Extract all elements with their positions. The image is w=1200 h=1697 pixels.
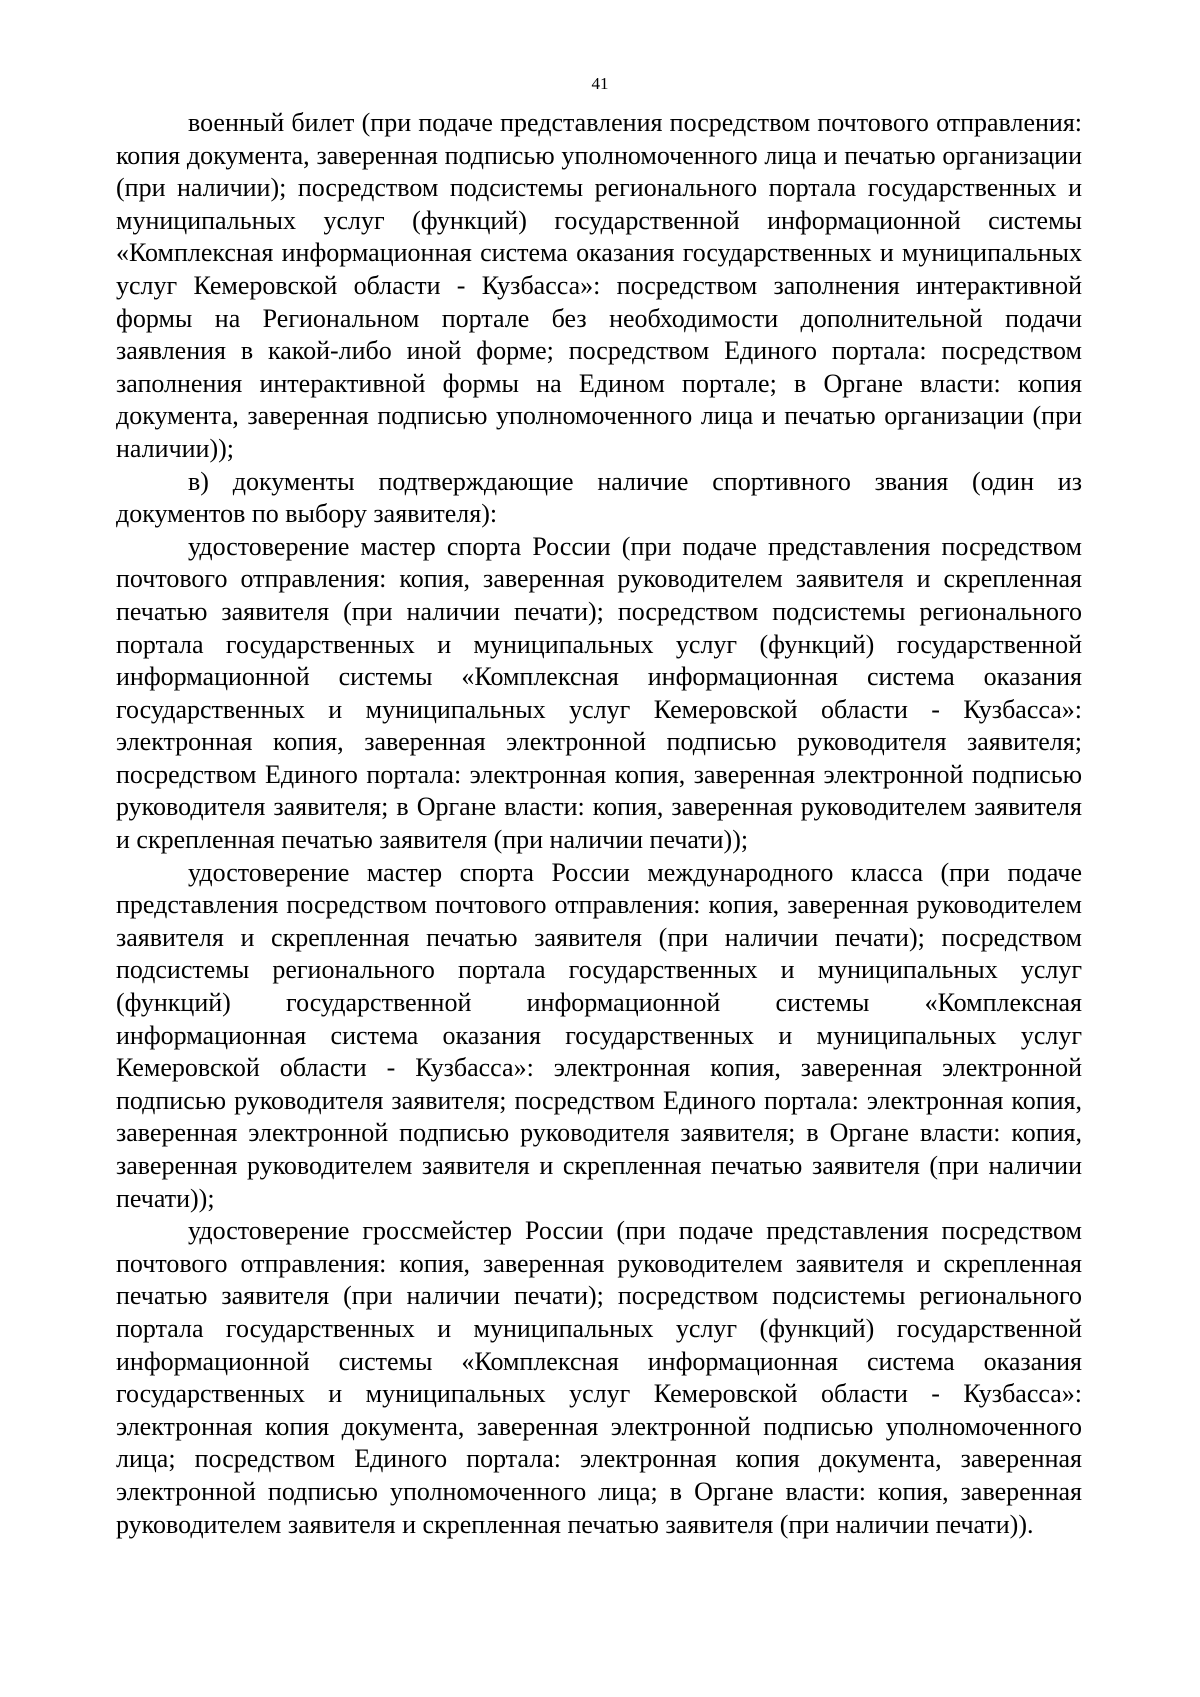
paragraph-grandmaster: удостоверение гроссмейстер России (при подаче представления посредством почтового отправления: копия, заверенная руководителем заявителя и скрепленная печатью заявителя (при наличии печати); посредством подсистемы регионального портала государственных и муниципальных услуг (функций) государственной информационной системы «Комплексная информационная система оказания государственных и муниципальных услуг Кемеровской области - Кузбасса»: электронная копия документа, заверенная электронной подписью уполномоченного лица; посредством Единого портала: электронная копия документа, заверенная электронной подписью уполномоченного лица; в Органе власти: копия, заверенная руководителем заявителя и скрепленная печатью заявителя (при наличии печати)). [116,1216,1082,1539]
paragraph-military-id: военный билет (при подаче представления посредством почтового отправления: копия документа, заверенная подписью уполномоченного лица и печатью организации (при наличии); посредством подсистемы регионального портала государственных и муниципальных услуг (функций) государственной информационной системы «Комплексная информационная система оказания государственных и муниципальных услуг Кемеровской области - Кузбасса»: посредством заполнения интерактивной формы на Региональном портале без необходимости дополнительной подачи заявления в какой-либо иной форме; посредством Единого портала: посредством заполнения интерактивной формы на Едином портале; в Органе власти: копия документа, заверенная подписью уполномоченного лица и печатью организации (при наличии)); [116,108,1082,463]
paragraph-master-of-sports: удостоверение мастер спорта России (при подаче представления посредством почтового отправления: копия, заверенная руководителем заявителя и скрепленная печатью заявителя (при наличии печати); посредством подсистемы регионального портала государственных и муниципальных услуг (функций) государственной информационной системы «Комплексная информационная система оказания государственных и муниципальных услуг Кемеровской области - Кузбасса»: электронная копия, заверенная электронной подписью руководителя заявителя; посредством Единого портала: электронная копия, заверенная электронной подписью руководителя заявителя; в Органе власти: копия, заверенная руководителем заявителя и скрепленная печатью заявителя (при наличии печати)); [116,531,1082,855]
paragraph-master-of-sports-international: удостоверение мастер спорта России международного класса (при подаче представления посредством почтового отправления: копия, заверенная руководителем заявителя и скрепленная печатью заявителя (при наличии печати); посредством подсистемы регионального портала государственных и муниципальных услуг (функций) государственной информационной системы «Комплексная информационная система оказания государственных и муниципальных услуг Кемеровской области - Кузбасса»: электронная копия, заверенная электронной подписью руководителя заявителя; посредством Единого портала: электронная копия, заверенная электронной подписью руководителя заявителя; в Органе власти: копия, заверенная руководителем заявителя и скрепленная печатью заявителя (при наличии печати)); [116,857,1082,1213]
paragraph-sports-title-documents: в) документы подтверждающие наличие спортивного звания (один из документов по выбору заявителя): [116,466,1082,529]
page-number: 41 [591,74,609,93]
document-body [116,107,1082,1541]
